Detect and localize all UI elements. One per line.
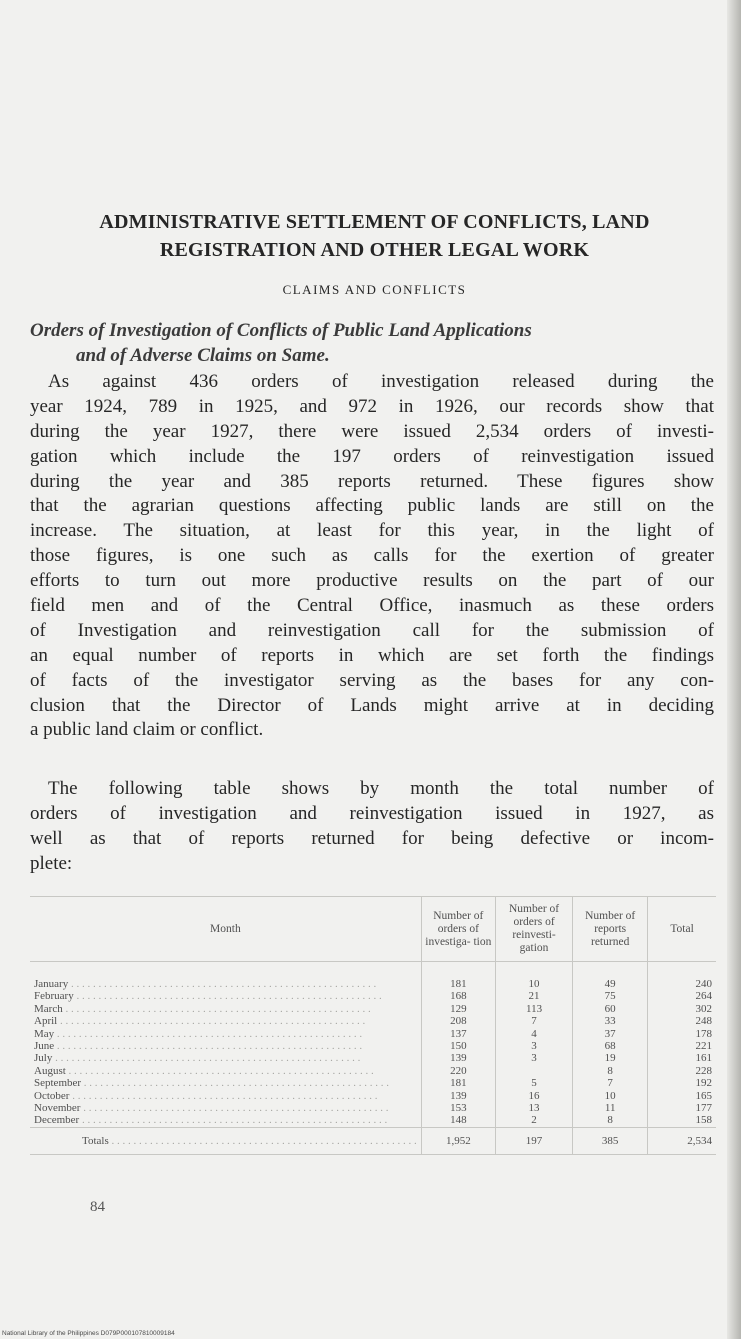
month-label: May . . . (34, 1028, 417, 1040)
paragraph-line: that the agrarian questions affecting public lands are still on the (30, 495, 714, 517)
paragraph-line: plete: (30, 852, 73, 874)
table-row (30, 1102, 716, 1114)
table-row (30, 1003, 716, 1015)
table-body (30, 962, 716, 1128)
totals-total: 2,534 (648, 1127, 716, 1154)
paragraph-line: during the year and 385 reports returned. These figures show (30, 470, 714, 492)
reinvestigation-cell: 16 (495, 1090, 572, 1102)
month-cell (30, 1015, 421, 1027)
month-label: July . . . (34, 1052, 417, 1064)
month-label: November . . . (34, 1102, 417, 1114)
total-cell: 228 (648, 1065, 716, 1077)
paragraph-line: of Investigation and reinvestigation call for the submission of (30, 619, 714, 641)
reports-cell: 68 (573, 1040, 648, 1052)
section-heading-line-2: and of Adverse Claims on Same. (76, 345, 330, 366)
orders-cell: 220 (421, 1065, 495, 1077)
total-cell: 248 (648, 1015, 716, 1027)
month-cell (30, 1028, 421, 1040)
month-cell (30, 978, 421, 990)
reports-cell: 11 (573, 1102, 648, 1114)
paragraph-1 (30, 370, 714, 743)
reports-cell: 37 (573, 1028, 648, 1040)
orders-cell: 150 (421, 1040, 495, 1052)
month-label: October . . . (34, 1090, 417, 1102)
total-cell: 192 (648, 1077, 716, 1089)
total-cell: 178 (648, 1028, 716, 1040)
reports-cell: 75 (573, 990, 648, 1002)
month-cell (30, 1040, 421, 1052)
total-cell: 161 (648, 1052, 716, 1064)
section-subtitle: CLAIMS AND CONFLICTS (282, 282, 467, 297)
reinvestigation-cell: 3 (495, 1052, 572, 1064)
paragraph-line: The following table shows by month the total number of (48, 778, 714, 799)
total-cell: 264 (648, 990, 716, 1002)
month-label: February . . . (34, 990, 417, 1002)
orders-cell: 153 (421, 1102, 495, 1114)
reinvestigation-cell (495, 1065, 572, 1077)
month-label: April . . . (34, 1015, 417, 1027)
paragraph-line: increase. The situation, at least for this year, in the light of (30, 520, 714, 542)
header-reinvestigation: Number of orders of reinvesti- gation (495, 897, 572, 962)
reports-cell: 19 (573, 1052, 648, 1064)
month-label: January . . . (34, 978, 417, 990)
orders-cell: 208 (421, 1015, 495, 1027)
section-heading (30, 318, 720, 368)
totals-reinvestigation: 197 (495, 1127, 572, 1154)
reports-cell: 49 (573, 978, 648, 990)
table-row (30, 1040, 716, 1052)
table-spacer-row (30, 962, 716, 979)
reinvestigation-cell: 10 (495, 978, 572, 990)
month-label: August . . . (34, 1065, 417, 1077)
paragraph-line: a public land claim or conflict. (30, 719, 264, 741)
reinvestigation-cell: 4 (495, 1028, 572, 1040)
paragraph-line: clusion that the Director of Lands might arrive at in deciding (30, 694, 714, 716)
table-row (30, 1052, 716, 1064)
total-cell: 221 (648, 1040, 716, 1052)
header-month: Month (30, 897, 421, 962)
orders-by-month-table (30, 896, 716, 1155)
title-line-2: REGISTRATION AND OTHER LEGAL WORK (159, 239, 590, 261)
header-reports: Number of reports returned (573, 897, 648, 962)
paragraph-line: those figures, is one such as calls for the exertion of greater (30, 545, 714, 567)
orders-cell: 139 (421, 1052, 495, 1064)
orders-cell: 139 (421, 1090, 495, 1102)
reports-cell: 33 (573, 1015, 648, 1027)
paragraph-line: As against 436 orders of investigation released during the (48, 371, 714, 392)
paragraph-line: well as that of reports returned for being defective or incom- (30, 827, 714, 849)
reports-cell: 10 (573, 1090, 648, 1102)
paragraph-line: an equal number of reports in which are set forth the findings (30, 644, 714, 666)
totals-label: Totals . . . (34, 1128, 417, 1154)
totals-reports: 385 (573, 1127, 648, 1154)
table-row (30, 1077, 716, 1089)
month-cell (30, 1102, 421, 1114)
total-cell: 158 (648, 1114, 716, 1127)
reports-cell: 60 (573, 1003, 648, 1015)
table-row (30, 1090, 716, 1102)
orders-cell: 181 (421, 1077, 495, 1089)
table-totals-row (30, 1127, 716, 1154)
month-cell (30, 1003, 421, 1015)
header-total: Total (648, 897, 716, 962)
month-label: December . . . (34, 1114, 417, 1126)
orders-cell: 129 (421, 1003, 495, 1015)
total-cell: 302 (648, 1003, 716, 1015)
section-heading-line-1: Orders of Investigation of Conflicts of Public Land Applications (30, 320, 532, 341)
title-line-1: ADMINISTRATIVE SETTLEMENT OF CONFLICTS, LAND (99, 211, 650, 233)
table-row (30, 978, 716, 990)
paragraph-line: during the year 1927, there were issued 2,534 orders of investi- (30, 420, 714, 442)
month-label: September . . . (34, 1077, 417, 1089)
month-cell (30, 1065, 421, 1077)
page-edge (727, 0, 741, 1339)
header-orders: Number of orders of investiga- tion (421, 897, 495, 962)
reinvestigation-cell: 5 (495, 1077, 572, 1089)
totals-orders: 1,952 (421, 1127, 495, 1154)
reports-cell: 7 (573, 1077, 648, 1089)
table-row (30, 1065, 716, 1077)
paragraph-line: field men and of the Central Office, inasmuch as these orders (30, 595, 714, 617)
orders-cell: 168 (421, 990, 495, 1002)
paragraph-2 (30, 777, 714, 877)
reinvestigation-cell: 3 (495, 1040, 572, 1052)
reports-cell: 8 (573, 1065, 648, 1077)
table-row (30, 1114, 716, 1127)
month-cell (30, 1077, 421, 1089)
table-row (30, 1015, 716, 1027)
reinvestigation-cell: 21 (495, 990, 572, 1002)
paragraph-line: efforts to turn out more productive results on the part of our (30, 570, 714, 592)
orders-cell: 137 (421, 1028, 495, 1040)
month-cell (30, 1114, 421, 1127)
month-label: June . . . (34, 1040, 417, 1052)
footer-note: National Library of the Philippines D079P000107810009184 (2, 1330, 175, 1337)
paragraph-line: gation which include the 197 orders of reinvestigation issued (30, 445, 714, 467)
total-cell: 240 (648, 978, 716, 990)
month-cell (30, 1090, 421, 1102)
total-cell: 177 (648, 1102, 716, 1114)
orders-cell: 181 (421, 978, 495, 990)
total-cell: 165 (648, 1090, 716, 1102)
month-cell (30, 1052, 421, 1064)
reinvestigation-cell: 7 (495, 1015, 572, 1027)
paragraph-line: orders of investigation and reinvestigation issued in 1927, as (30, 802, 714, 824)
reinvestigation-cell: 113 (495, 1003, 572, 1015)
paragraph-line: year 1924, 789 in 1925, and 972 in 1926, our records show that (30, 395, 714, 417)
document-title (22, 208, 727, 264)
table-row (30, 990, 716, 1002)
month-label: March . . . (34, 1003, 417, 1015)
table-row (30, 1028, 716, 1040)
page-number: 84 (90, 1199, 105, 1215)
orders-cell: 148 (421, 1114, 495, 1127)
paragraph-line: of facts of the investigator serving as the bases for any con- (30, 669, 714, 691)
reports-cell: 8 (573, 1114, 648, 1127)
reinvestigation-cell: 13 (495, 1102, 572, 1114)
reinvestigation-cell: 2 (495, 1114, 572, 1127)
month-cell (30, 990, 421, 1002)
table-header-row (30, 897, 716, 962)
